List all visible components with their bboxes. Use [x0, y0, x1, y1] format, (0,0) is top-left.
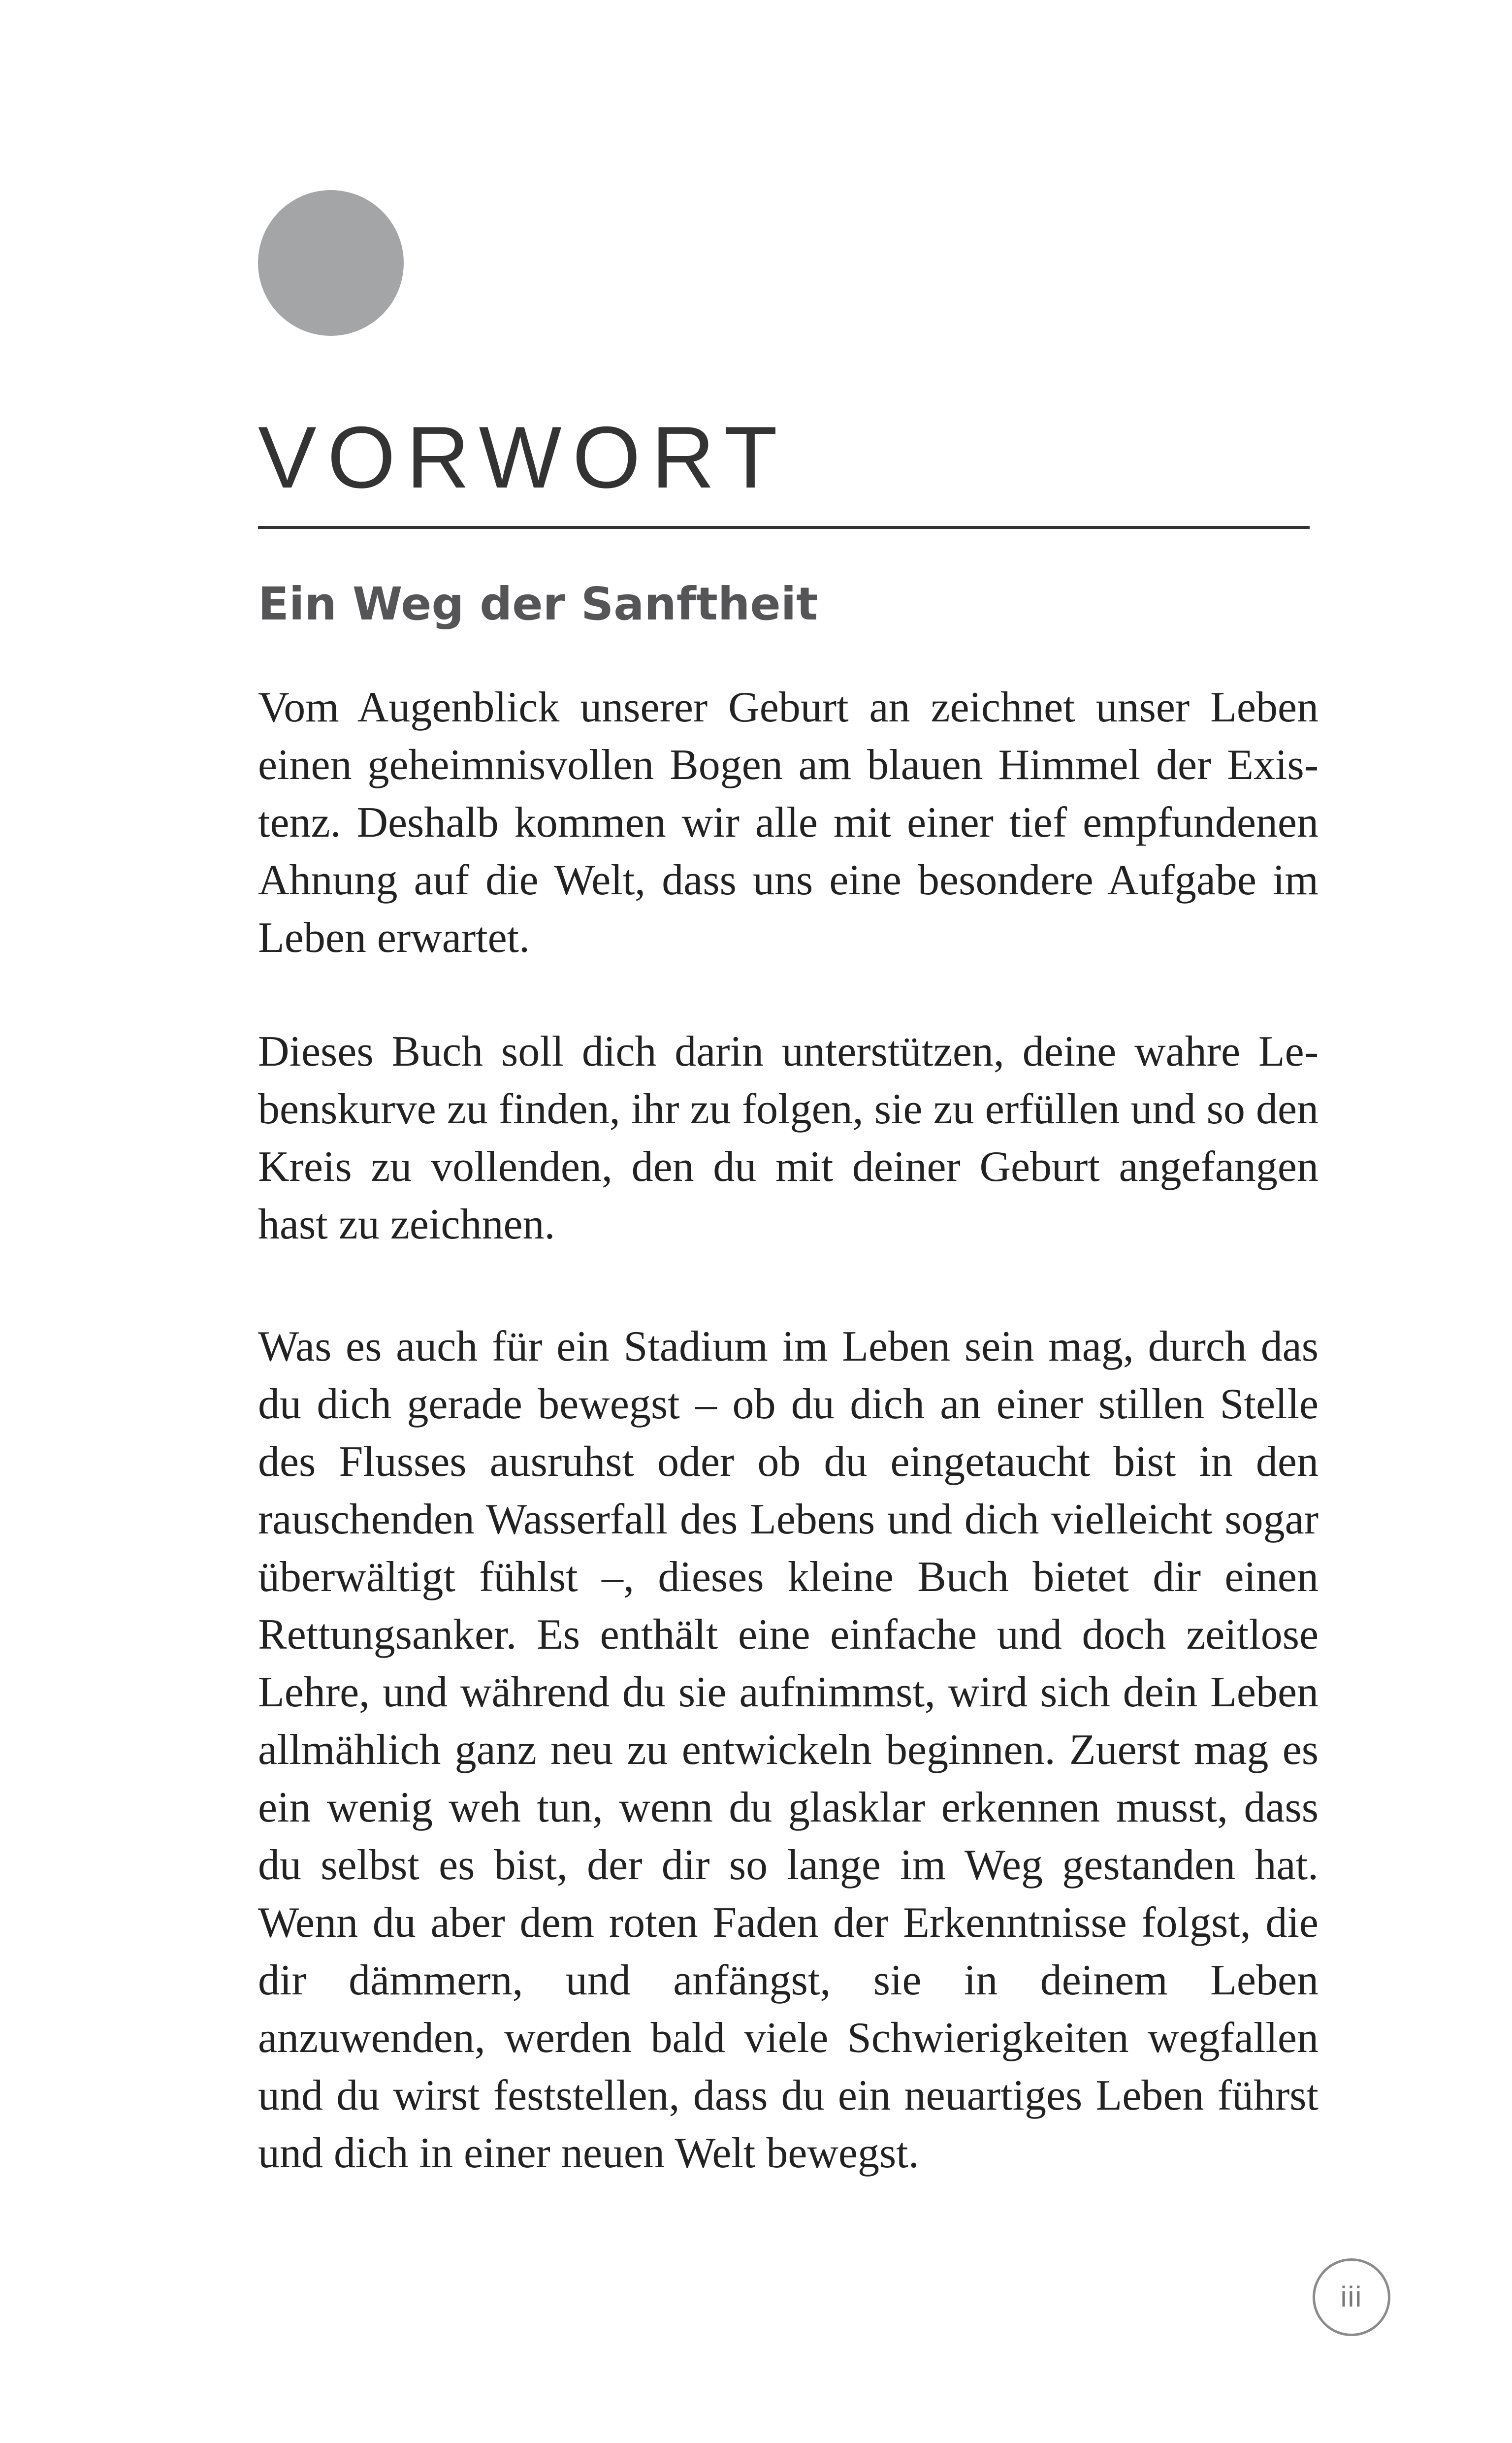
title-underline-rule [258, 526, 1310, 529]
body-paragraph-1: Vom Augenblick unserer Geburt an zeichnet unser Leben einen geheimnisvollen Bogen am blauen Himmel der Existenz. Deshalb kommen wir alle mit einer tief empfundenen Ahnung auf die Welt, dass uns eine besondere Aufgabe im Leben erwartet. [258, 684, 1319, 962]
chapter-subtitle: Ein Weg der Sanftheit [258, 578, 818, 630]
body-paragraph-2: Dieses Buch soll dich darin unterstützen, deine wahre Lebenskurve zu finden, ihr zu folgen, sie zu erfüllen und so den Kreis zu vollenden, den du mit deiner Geburt angefangen hast zu zeichnen. [258, 1028, 1319, 1248]
chapter-title: VORWORT [258, 408, 789, 506]
page-number: iii [1340, 2281, 1363, 2313]
body-paragraph-3: Was es auch für ein Stadium im Leben sein mag, durch das du dich gerade bewegst – ob du dich an einer stillen Stelle des Flusses ausruhst oder ob du eingetaucht bist in den rauschenden Wasserfall des Lebens und dich vielleicht sogar überwältigt fühlst –, dieses kleine Buch bietet dir einen Rettungsanker. Es enthält eine einfache und doch zeitlose Lehre, und während du sie aufnimmst, wird sich dein Leben allmählich ganz neu zu entwickeln beginnen. Zuerst mag es ein wenig weh tun, wenn du glasklar erkennen musst, dass du selbst es bist, der dir so lange im Weg gestanden hat. Wenn du aber dem roten Faden der Erkenntnisse folgst, die dir dämmern, und anfängst, sie in deinem Leben anzuwenden, werden bald viele Schwierigkeiten wegfallen und du wirst feststellen, dass du ein neuartiges Leben führst und dich in einer neuen Welt bewegst. [258, 1323, 1319, 2177]
chapter-marker-disc [258, 190, 404, 336]
page-number-badge [1313, 2258, 1390, 2336]
